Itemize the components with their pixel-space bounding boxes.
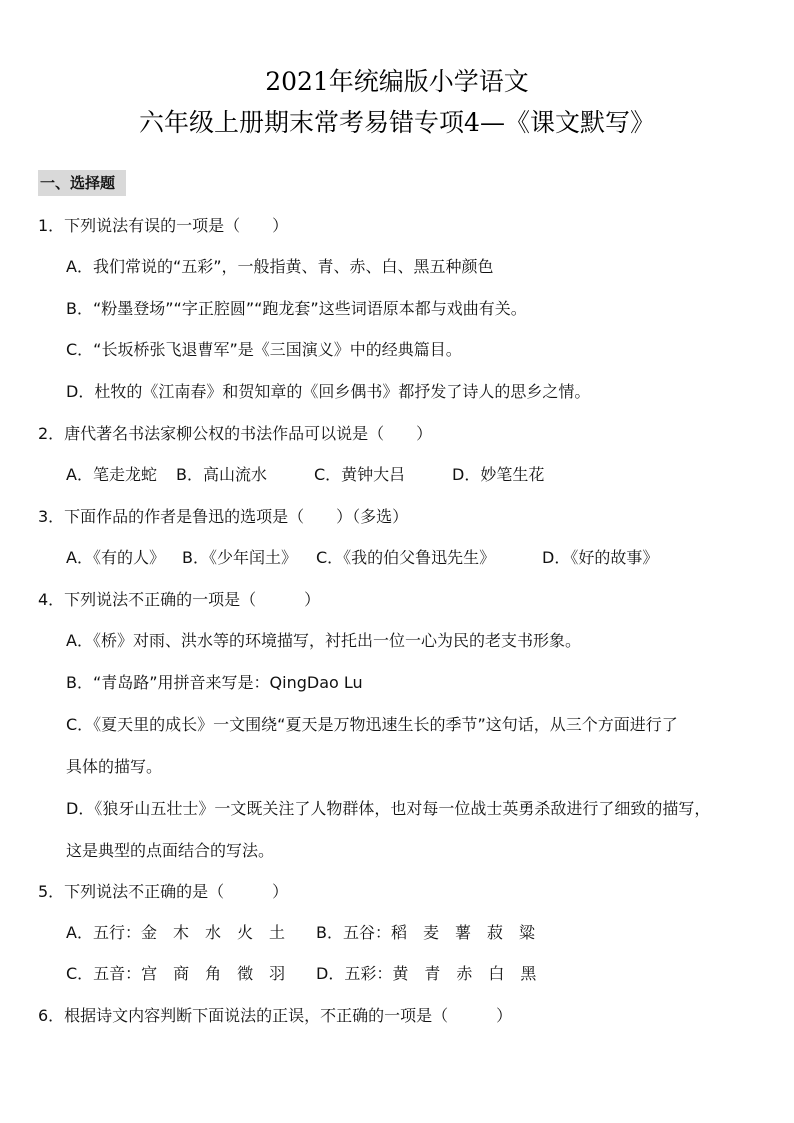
question-3-stem: 3．下面作品的作者是鲁迅的选项是（ ）（多选） (38, 507, 409, 526)
document-title-line-2: 六年级上册期末常考易错专项4—《课文默写》 (139, 108, 655, 137)
question-4-option-a: A．《桥》对雨、洪水等的环境描写，衬托出一位一心为民的老支书形象。 (66, 631, 581, 650)
question-1-option-a: A．我们常说的“五彩”，一般指黄、青、赤、白、黑五种颜色 (66, 257, 494, 276)
question-4-option-d: D．《狼牙山五壮士》一文既关注了人物群体，也对每一位战士英勇杀敌进行了细致的描写， (66, 799, 711, 818)
question-4-option-b: B．“青岛路”用拼音来写是：QingDao Lu (66, 673, 363, 692)
question-5-options-row-2 (66, 963, 536, 985)
question-5-stem: 5．下列说法不正确的是（ ） (38, 882, 289, 901)
document-title-line-1: 2021年统编版小学语文 (265, 67, 529, 96)
question-2-options (66, 464, 544, 486)
question-2-option-d: D．妙笔生花 (452, 465, 545, 484)
question-4-stem: 4．下列说法不正确的一项是（ ） (38, 590, 321, 609)
question-4-option-d-continued: 这是典型的点面结合的写法。 (66, 841, 275, 860)
question-1-option-c: C．“长坂桥张飞退曹军”是《三国演义》中的经典篇目。 (66, 340, 462, 359)
question-2-option-a: A．笔走龙蛇 (66, 465, 157, 484)
question-3-option-d: D．《好的故事》 (542, 548, 659, 567)
question-4-option-c-continued: 具体的描写。 (66, 757, 163, 776)
question-5-option-d: D．五彩：黄 青 赤 白 黑 (316, 964, 537, 983)
question-1-stem: 1．下列说法有误的一项是（ ） (38, 216, 289, 235)
question-2-stem: 2．唐代著名书法家柳公权的书法作品可以说是（ ） (38, 424, 433, 443)
question-3-option-b: B．《少年闰土》 (182, 548, 297, 567)
question-5-option-b: B．五谷：稻 麦 薯 菽 粱 (316, 923, 535, 942)
question-1-option-b: B．“粉墨登场”“字正腔圆”“跑龙套”这些词语原本都与戏曲有关。 (66, 299, 527, 318)
question-5-options-row-1 (66, 922, 535, 944)
question-2-option-b: B．高山流水 (176, 465, 267, 484)
question-3-option-c: C．《我的伯父鲁迅先生》 (316, 548, 496, 567)
question-1-option-d: D．杜牧的《江南春》和贺知章的《回乡偶书》都抒发了诗人的思乡之情。 (66, 382, 591, 401)
section-heading: 一、选择题 (38, 170, 126, 196)
question-3-options (66, 547, 658, 569)
question-5-option-a: A．五行：金 木 水 火 土 (66, 923, 285, 942)
question-2-option-c: C．黄钟大吕 (314, 465, 406, 484)
question-3-option-a: A．《有的人》 (66, 548, 165, 567)
question-5-option-c: C．五音：宫 商 角 徵 羽 (66, 964, 286, 983)
question-6-stem: 6．根据诗文内容判断下面说法的正误，不正确的一项是（ ） (38, 1006, 513, 1025)
question-4-option-c: C．《夏天里的成长》一文围绕“夏天是万物迅速生长的季节”这句话，从三个方面进行了 (66, 715, 678, 734)
